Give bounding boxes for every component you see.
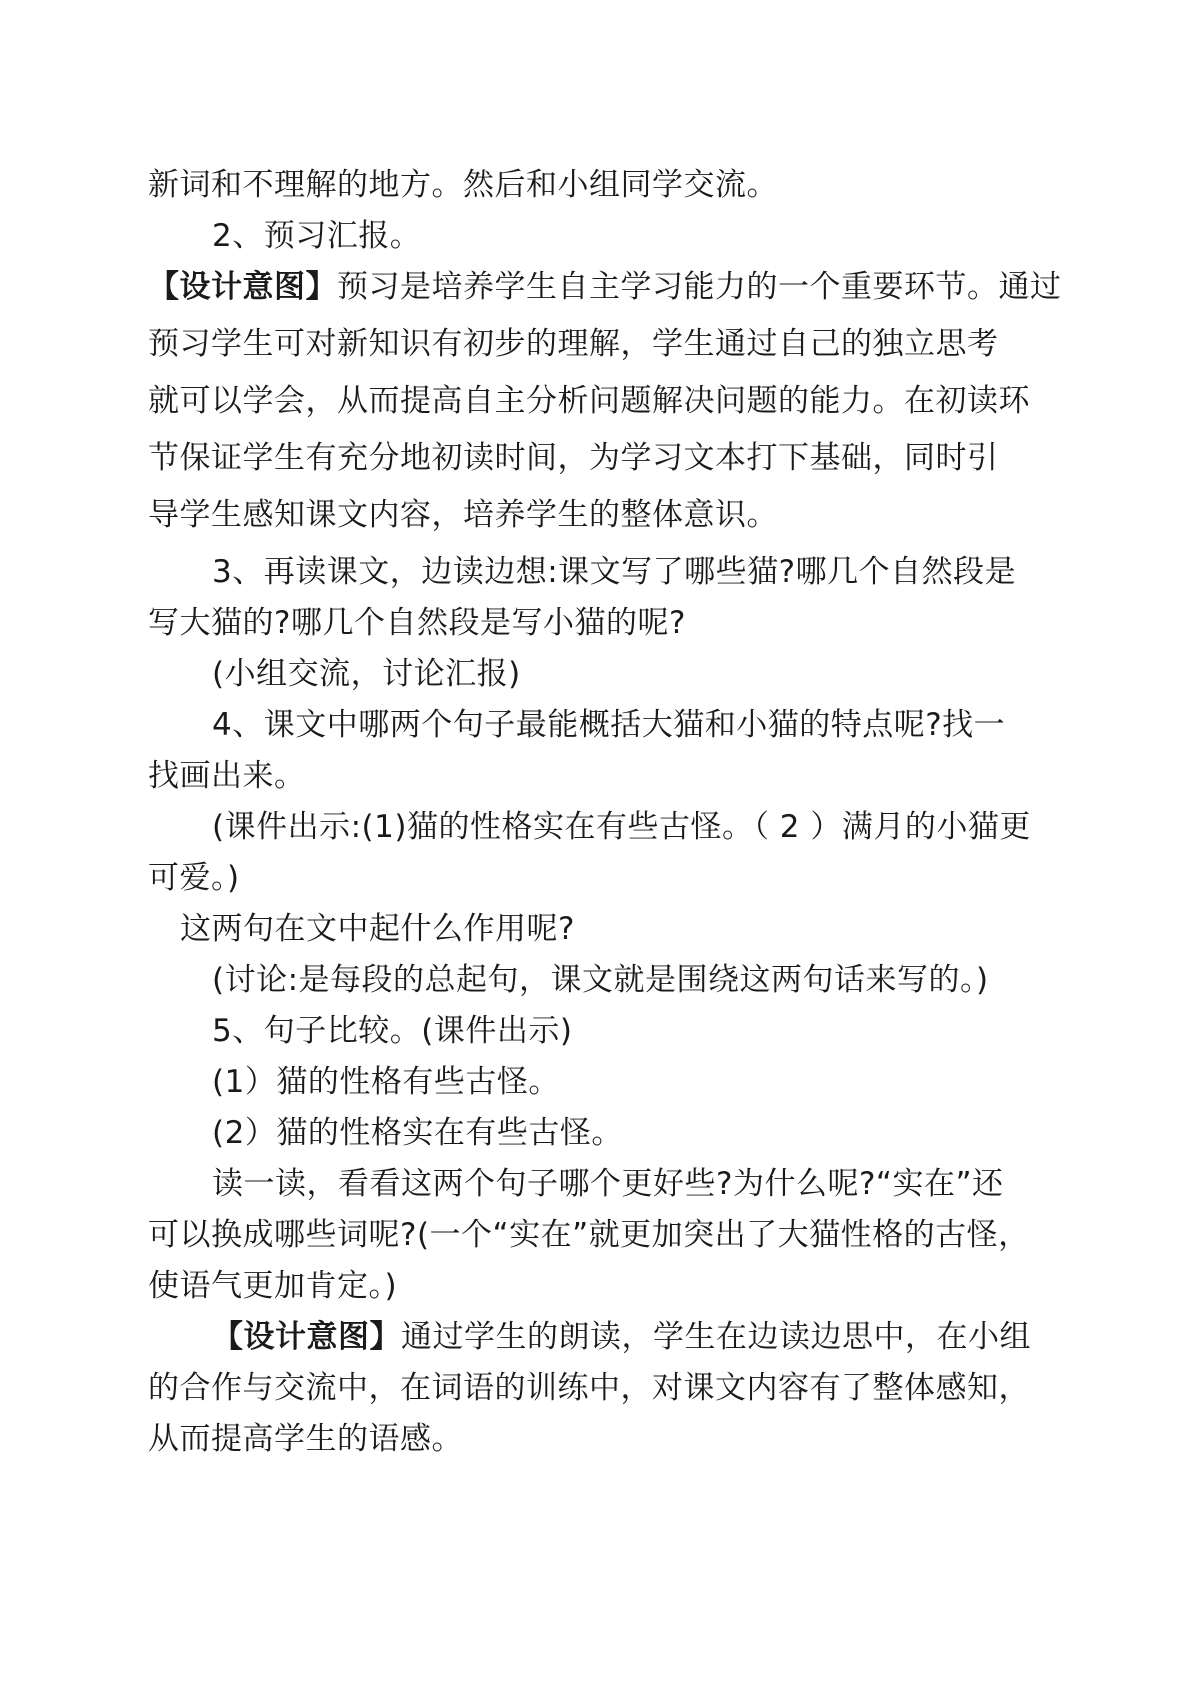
- document-body: [148, 160, 1078, 1465]
- text-line: 5、句子比较。(课件出示): [212, 1013, 573, 1049]
- text-line: 这两句在文中起什么作用呢?: [180, 911, 575, 947]
- text-line: 就可以学会，从而提高自主分析问题解决问题的能力。在初读环: [148, 383, 1030, 419]
- text-line: 预习学生可对新知识有初步的理解，学生通过自己的独立思考: [148, 326, 999, 362]
- text-line: (课件出示:(1)猫的性格实在有些古怪。（ 2 ）满月的小猫更: [212, 809, 1031, 845]
- text-line: 导学生感知课文内容，培养学生的整体意识。: [148, 497, 778, 533]
- text-line: 读一读，看看这两个句子哪个更好些?为什么呢?“实在”还: [212, 1166, 1004, 1202]
- text-line: (1）猫的性格有些古怪。: [212, 1064, 560, 1100]
- design-intent-paragraph: [148, 262, 1078, 313]
- text-line: 的合作与交流中，在词语的训练中，对课文内容有了整体感知，: [148, 1370, 1030, 1406]
- text-line: 从而提高学生的语感。: [148, 1421, 463, 1457]
- text-line: 3、再读课文，边读边想:课文写了哪些猫?哪几个自然段是: [212, 554, 1017, 590]
- design-intent-label: 【设计意图】: [212, 1319, 401, 1355]
- text-line: 节保证学生有充分地初读时间，为学习文本打下基础，同时引: [148, 440, 999, 476]
- text-line: 写大猫的?哪几个自然段是写小猫的呢?: [148, 605, 686, 641]
- text-line: 预习是培养学生自主学习能力的一个重要环节。通过: [337, 269, 1062, 305]
- text-line: (小组交流，讨论汇报): [212, 656, 521, 692]
- text-line: 4、课文中哪两个句子最能概括大猫和小猫的特点呢?找一: [212, 707, 1006, 743]
- design-intent-paragraph: [148, 1312, 1078, 1363]
- text-line: 新词和不理解的地方。然后和小组同学交流。: [148, 167, 778, 203]
- design-intent-label: 【设计意图】: [148, 269, 337, 305]
- text-line: 使语气更加肯定。): [148, 1268, 398, 1304]
- text-line: (2）猫的性格实在有些古怪。: [212, 1115, 623, 1151]
- text-line: 找画出来。: [148, 758, 306, 794]
- text-line: 2、预习汇报。: [212, 218, 422, 254]
- text-line: 通过学生的朗读，学生在边读边思中，在小组: [401, 1319, 1031, 1355]
- text-line: 可以换成哪些词呢?(一个“实在”就更加突出了大猫性格的古怪，: [148, 1217, 1030, 1253]
- text-line: (讨论:是每段的总起句，课文就是围绕这两句话来写的。): [212, 962, 989, 998]
- text-line: 可爱。): [148, 860, 240, 896]
